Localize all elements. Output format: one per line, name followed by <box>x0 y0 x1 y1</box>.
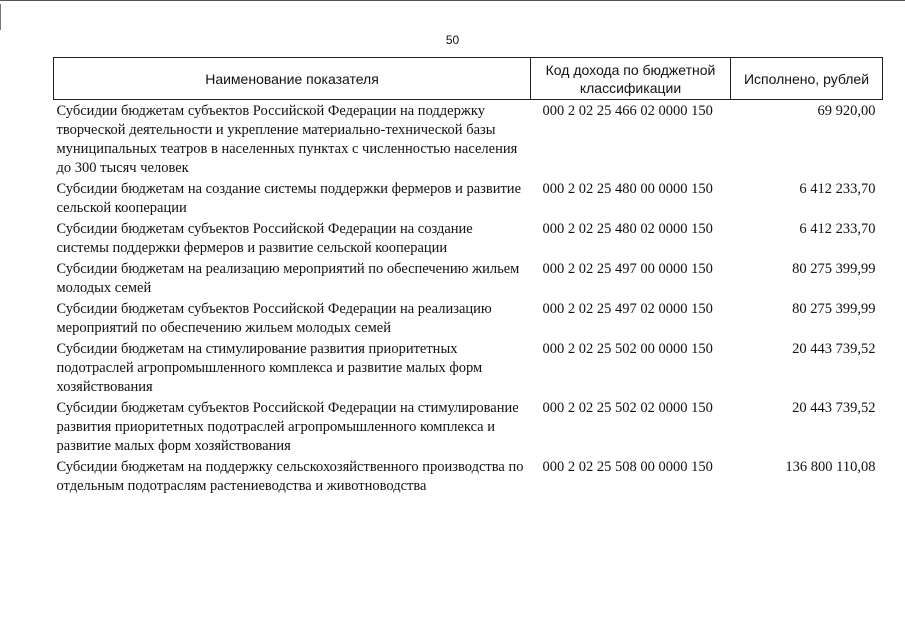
indicator-name: Субсидии бюджетам на реализацию мероприятий по обеспечению жильем молодых семей <box>56 261 520 296</box>
table-row <box>54 397 883 456</box>
executed-amount: 69 920,00 <box>817 103 876 119</box>
table-row <box>54 218 883 258</box>
header-indicator-name: Наименование показателя <box>54 58 531 100</box>
executed-amount: 6 412 233,70 <box>799 181 876 197</box>
corner-mark <box>0 4 15 30</box>
page-number: 50 <box>445 33 460 47</box>
income-code: 000 2 02 25 466 02 0000 150 <box>542 103 713 119</box>
indicator-name: Субсидии бюджетам на поддержку сельскохозяйственного производства по отдельным подотраслям растениеводства и животноводства <box>56 459 524 494</box>
table-header <box>54 58 883 100</box>
indicator-name: Субсидии бюджетам на стимулирование развития приоритетных подотраслей агропромышленного комплекса и развитие малых форм хозяйствования <box>56 341 483 395</box>
indicator-name: Субсидии бюджетам субъектов Российской Федерации на поддержку творческой деятельности и укрепление материально-технической базы муниципальных театров в населенных пунктах с численностью населения до 300 тысяч человек <box>56 103 518 176</box>
table-row <box>54 258 883 298</box>
income-code: 000 2 02 25 497 02 0000 150 <box>542 301 713 317</box>
table-row <box>54 456 883 496</box>
executed-amount: 136 800 110,08 <box>785 459 876 475</box>
header-executed-amount: Исполнено, рублей <box>731 58 883 100</box>
indicator-name: Субсидии бюджетам субъектов Российской Федерации на реализацию мероприятий по обеспечению жильем молодых семей <box>56 301 492 336</box>
executed-amount: 20 443 739,52 <box>792 400 876 416</box>
indicator-name: Субсидии бюджетам на создание системы поддержки фермеров и развитие сельской кооперации <box>56 181 522 216</box>
executed-amount: 80 275 399,99 <box>792 301 876 317</box>
executed-amount: 20 443 739,52 <box>792 341 876 357</box>
table-row <box>54 338 883 397</box>
income-code: 000 2 02 25 480 02 0000 150 <box>542 221 713 237</box>
indicator-name: Субсидии бюджетам субъектов Российской Федерации на создание системы поддержки фермеров и развитие сельской кооперации <box>56 221 473 256</box>
income-code: 000 2 02 25 480 00 0000 150 <box>542 181 713 197</box>
top-rule <box>0 0 905 1</box>
executed-amount: 6 412 233,70 <box>799 221 876 237</box>
executed-amount: 80 275 399,99 <box>792 261 876 277</box>
table-body <box>54 100 883 497</box>
income-code: 000 2 02 25 502 02 0000 150 <box>542 400 713 416</box>
income-code: 000 2 02 25 508 00 0000 150 <box>542 459 713 475</box>
indicator-name: Субсидии бюджетам субъектов Российской Федерации на стимулирование развития приоритетных подотраслей агропромышленного комплекса и развитие малых форм хозяйствования <box>56 400 519 454</box>
table-row <box>54 100 883 179</box>
budget-income-table <box>53 57 883 496</box>
table-row <box>54 298 883 338</box>
header-row <box>54 58 883 100</box>
income-code: 000 2 02 25 497 00 0000 150 <box>542 261 713 277</box>
header-income-code: Код дохода по бюджетной классификации <box>531 58 731 100</box>
table-row <box>54 178 883 218</box>
income-code: 000 2 02 25 502 00 0000 150 <box>542 341 713 357</box>
